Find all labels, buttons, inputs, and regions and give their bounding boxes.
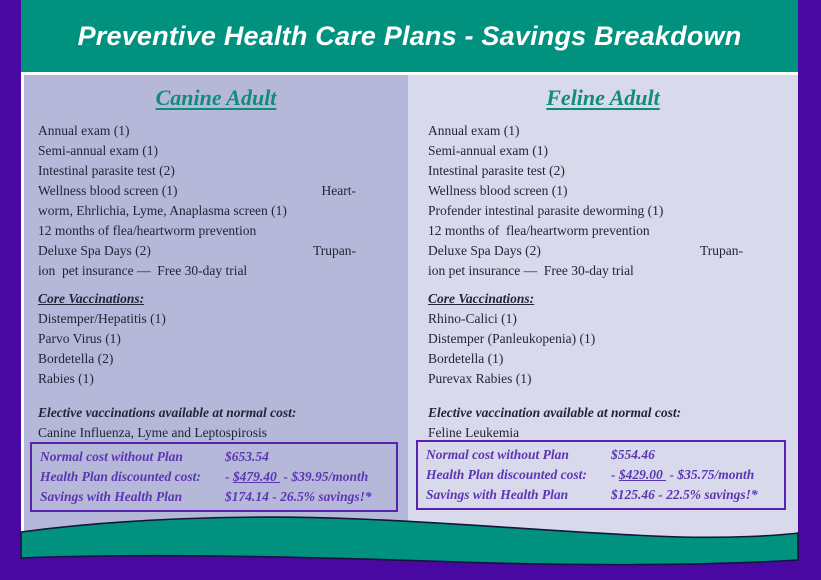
pricing-value: $554.46 bbox=[611, 447, 655, 462]
canine-pricing-box bbox=[30, 442, 398, 512]
pricing-label: Savings with Health Plan bbox=[40, 489, 183, 504]
item-text: Wellness blood screen (1) bbox=[38, 183, 178, 198]
list-item: Distemper (Panleukopenia) (1) bbox=[428, 331, 596, 346]
list-item bbox=[38, 201, 356, 221]
canine-column-heading: Canine Adult bbox=[155, 85, 277, 110]
feline-column-heading: Feline Adult bbox=[546, 85, 660, 110]
item-text: Deluxe Spa Days (2) bbox=[38, 243, 151, 258]
list-item: Distemper/Hepatitis (1) bbox=[38, 311, 166, 326]
feline-elective-heading: Elective vaccination available at normal cost: bbox=[428, 405, 682, 420]
item-text-right: Trupan- bbox=[312, 243, 356, 258]
feline-services-list bbox=[408, 121, 798, 281]
item-text: ion pet insurance — Free 30-day trial bbox=[428, 263, 634, 278]
pricing-value: $653.54 bbox=[225, 449, 269, 464]
canine-elective-items: Canine Influenza, Lyme and Leptospirosis bbox=[38, 425, 268, 440]
feline-elective-items: Feline Leukemia bbox=[428, 425, 520, 440]
pricing-label: Savings with Health Plan bbox=[426, 487, 569, 502]
list-item bbox=[38, 161, 356, 181]
pricing-row-normal bbox=[426, 445, 776, 465]
pricing-value: - $479.40 - $39.95/month bbox=[225, 469, 369, 484]
pricing-row-savings bbox=[40, 487, 388, 507]
item-text: Annual exam (1) bbox=[38, 123, 130, 138]
item-text: Annual exam (1) bbox=[428, 123, 520, 138]
list-item: Rhino-Calici (1) bbox=[428, 311, 517, 326]
item-text-right: Heart- bbox=[321, 183, 356, 198]
canine-services-list bbox=[24, 121, 408, 281]
list-item bbox=[428, 261, 743, 281]
list-item: Parvo Virus (1) bbox=[38, 331, 121, 346]
list-item bbox=[38, 261, 356, 281]
list-item bbox=[38, 121, 356, 141]
canine-core-vaccinations-list bbox=[24, 309, 408, 389]
wave-band-shape bbox=[21, 517, 798, 565]
pricing-value: $125.46 - 22.5% savings!* bbox=[611, 487, 758, 502]
list-item bbox=[428, 241, 743, 261]
item-text: Intestinal parasite test (2) bbox=[38, 163, 175, 178]
list-item bbox=[428, 141, 743, 161]
discounted-amount: $429.00 bbox=[618, 467, 667, 482]
item-text: worm, Ehrlichia, Lyme, Anaplasma screen (1) bbox=[38, 203, 287, 218]
list-item bbox=[428, 181, 743, 201]
feline-core-vaccinations-heading: Core Vaccinations: bbox=[428, 291, 535, 306]
item-text: 12 months of flea/heartworm prevention bbox=[38, 223, 257, 238]
pricing-label: Normal cost without Plan bbox=[426, 447, 569, 462]
pricing-row-normal bbox=[40, 447, 388, 467]
list-item: Rabies (1) bbox=[38, 371, 94, 386]
title-bar bbox=[21, 0, 798, 75]
item-text: Wellness blood screen (1) bbox=[428, 183, 568, 198]
list-item bbox=[38, 221, 356, 241]
pricing-label: Normal cost without Plan bbox=[40, 449, 183, 464]
feline-pricing-box bbox=[416, 440, 786, 510]
discounted-amount: $479.40 bbox=[232, 469, 281, 484]
item-text-right: Trupan- bbox=[699, 243, 743, 258]
canine-core-vaccinations-heading: Core Vaccinations: bbox=[38, 291, 145, 306]
pricing-label: Health Plan discounted cost: bbox=[426, 467, 587, 482]
item-text: Semi-annual exam (1) bbox=[38, 143, 158, 158]
item-text: Profender intestinal parasite deworming (1) bbox=[428, 203, 664, 218]
pricing-row-discount bbox=[426, 465, 776, 485]
list-item: Purevax Rabies (1) bbox=[428, 371, 532, 386]
canine-elective-heading: Elective vaccinations available at normal cost: bbox=[38, 405, 297, 420]
list-item: Bordetella (1) bbox=[428, 351, 504, 366]
list-item bbox=[428, 221, 743, 241]
content-area bbox=[21, 75, 798, 542]
pricing-value: $174.14 - 26.5% savings!* bbox=[225, 489, 372, 504]
canine-column bbox=[24, 75, 408, 542]
list-item bbox=[38, 241, 356, 261]
list-item bbox=[38, 141, 356, 161]
list-item bbox=[428, 201, 743, 221]
list-item: Bordetella (2) bbox=[38, 351, 114, 366]
item-text: Semi-annual exam (1) bbox=[428, 143, 548, 158]
item-text: ion pet insurance — Free 30-day trial bbox=[38, 263, 248, 278]
feline-core-vaccinations-list bbox=[408, 309, 798, 389]
list-item bbox=[38, 181, 356, 201]
pricing-value: - $429.00 - $35.75/month bbox=[611, 467, 755, 482]
list-item bbox=[428, 121, 743, 141]
pricing-label: Health Plan discounted cost: bbox=[40, 469, 201, 484]
page-title: Preventive Health Care Plans - Savings Breakdown bbox=[77, 20, 742, 51]
pricing-row-savings bbox=[426, 485, 776, 505]
feline-column bbox=[408, 75, 798, 542]
item-text: Deluxe Spa Days (2) bbox=[428, 243, 541, 258]
item-text: Intestinal parasite test (2) bbox=[428, 163, 565, 178]
pricing-row-discount bbox=[40, 467, 388, 487]
item-text: 12 months of flea/heartworm prevention bbox=[428, 223, 650, 238]
list-item bbox=[428, 161, 743, 181]
bottom-wave-decoration bbox=[0, 505, 821, 580]
